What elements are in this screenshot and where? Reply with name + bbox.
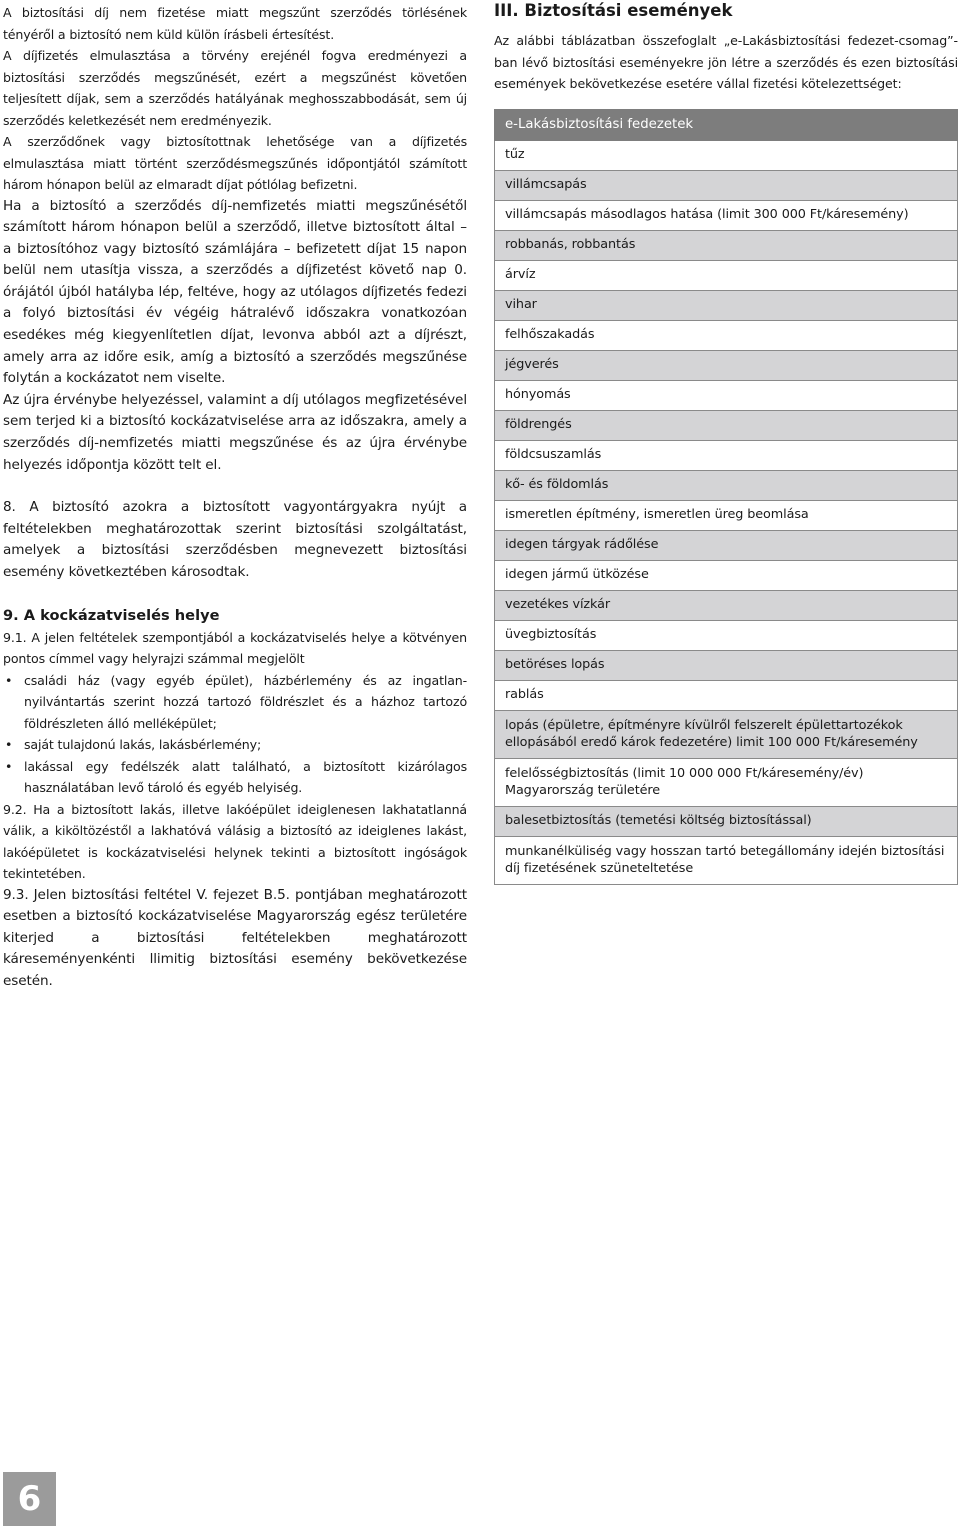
table-row: villámcsapás másodlagos hatása (limit 300 000 Ft/káresemény) [495, 200, 958, 230]
section-8-text: 8. A biztosító azokra a biztosított vagyontárgyakra nyújt a feltételekben meghatározottak szerint biztosítási szolgáltatást, amelyek a biztosítási szerződésben megnevezett biztosítási esemény következtében károsodtak. [3, 499, 467, 580]
table-row: árvíz [495, 260, 958, 290]
table-row: ismeretlen építmény, ismeretlen üreg beomlása [495, 500, 958, 530]
section-9-2-text: 9.2. Ha a biztosított lakás, illetve lakóépület ideiglenesen lakhatatlanná válik, a kiköltözéstől a lakhatóvá válásig a biztosító az ideiglenes lakást, lakóépületet is kockázatviselési helynek tekinti a biztosított ingóságok tekintetében. [3, 801, 467, 882]
table-row: rablás [495, 680, 958, 710]
paragraph-late-payment-option: A szerződőnek vagy biztosítottnak lehetősége van a díjfizetés elmulasztása miatt történt szerződésmegszűnés időpontjától számított három hónapon belül az elmaradt díjat pótlólag befizetni. [3, 134, 467, 192]
table-row: betöréses lopás [495, 650, 958, 680]
list-item: • saját tulajdonú lakás, lakásbérlemény; [3, 734, 467, 756]
list-item: • lakással egy fedélszék alatt található, a biztosított kizárólagos használatában levő tároló és egyéb helyiség. [3, 756, 467, 799]
section-9-heading: 9. A kockázatviselés helye [3, 606, 220, 624]
table-row: földcsuszamlás [495, 440, 958, 470]
table-row: vihar [495, 290, 958, 320]
table-row: tűz [495, 140, 958, 170]
section-title: III. Biztosítási események [494, 1, 733, 20]
table-row: üvegbiztosítás [495, 620, 958, 650]
table-row: vezetékes vízkár [495, 590, 958, 620]
coverage-table [494, 109, 958, 885]
paragraph-termination-effect: A díjfizetés elmulasztása a törvény erejénél fogva eredményezi a biztosítási szerződés megszűnését, ezért a megszűnést követően teljesített díjak, sem a szerződés hatályának meghosszabbodását, sem új szerződés keletkezését nem eredményezik. [3, 48, 467, 128]
paragraph-no-notice: A biztosítási díj nem fizetése miatt megszűnt szerződés törlésének tényéről a biztosító nem küld külön írásbeli értesítést. [3, 5, 467, 42]
table-row: kő- és földomlás [495, 470, 958, 500]
bullet-icon: • [5, 737, 13, 753]
table-row: lopás (épületre, építményre kívülről felszerelt épülettartozékok ellopásából eredő károk fedezetére) limit 100 000 Ft/káresemény [495, 710, 958, 758]
table-row: villámcsapás [495, 170, 958, 200]
section-9-1-text: 9.1. A jelen feltételek szempontjából a kockázatviselés helye a kötvényen pontos címmel vagy helyrajzi számmal megjelölt [3, 629, 467, 667]
table-row: idegen tárgyak rádőlése [495, 530, 958, 560]
table-row: jégverés [495, 350, 958, 380]
table-row: hónyomás [495, 380, 958, 410]
table-row: földrengés [495, 410, 958, 440]
table-row: robbanás, robbantás [495, 230, 958, 260]
bullet-icon: • [5, 672, 13, 688]
table-row: felhőszakadás [495, 320, 958, 350]
location-list [3, 670, 467, 799]
table-row: munkanélküliség vagy hosszan tartó betegállomány idején biztosítási díj fizetésének szüneteltetése [495, 836, 958, 884]
section-intro: Az alábbi táblázatban összefoglalt „e-Lakásbiztosítási fedezet-csomag”-ban lévő biztosítási eseményekre jön létre a szerződés és ezen biztosítási események bekövetkezése esetére vállal fizetési kötelezettséget: [494, 33, 958, 91]
bullet-icon: • [5, 758, 13, 774]
table-row: idegen jármű ütközése [495, 560, 958, 590]
paragraph-reinstatement: Ha a biztosító a szerződés díj-nemfizetés miatti megszűnésétől számított három hónapon belül a szerződő, illetve biztosított által – a biztosítóhoz vagy biztosító számlájára – befizetett díjat 15 napon belül nem utasítja vissza, a szerződés a díjfizetést követő nap 0. órájától újból hatályba lép, feltéve, hogy az utólagos díjfizetés fedezi a folyó biztosítási év végéig hátralévő időszakra vonatkozóan esedékes még kiegyenlítetlen díjat, levonva abból azt a díjrészt, amely arra az időre esik, amíg a biztosító a szerződés megszűnése folytán a kockázatot nem viselte. [3, 197, 467, 387]
table-row: balesetbiztosítás (temetési költség biztosítással) [495, 806, 958, 836]
page-number: 6 [3, 1472, 56, 1526]
list-item: • családi ház (vagy egyéb épület), házbérlemény és az ingatlan-nyilvántartás szerint hozzá tartozó földrészlet és a házhoz tartozó földrészleten álló melléképület; [3, 670, 467, 735]
section-9-3-text: 9.3. Jelen biztosítási feltétel V. fejezet B.5. pontjában meghatározott esetben a biztosító kockázatviselése Magyarország egész területére kiterjed a biztosítási feltételekben meghatározott káreseményenkénti llimitig biztosítási esemény bekövetkezése esetén. [3, 886, 467, 989]
paragraph-coverage-gap: Az újra érvénybe helyezéssel, valamint a díj utólagos megfizetésével sem terjed ki a biztosító kockázatviselése arra az időszakra, amely a szerződés díj-nemfizetés miatti megszűnése és az újra érvénybe helyezés időpontja között telt el. [3, 391, 467, 473]
left-column [3, 2, 467, 993]
table-header: e-Lakásbiztosítási fedezetek [495, 109, 958, 140]
right-column [494, 0, 958, 885]
table-row: felelősségbiztosítás (limit 10 000 000 Ft/káresemény/év) Magyarország területére [495, 758, 958, 806]
